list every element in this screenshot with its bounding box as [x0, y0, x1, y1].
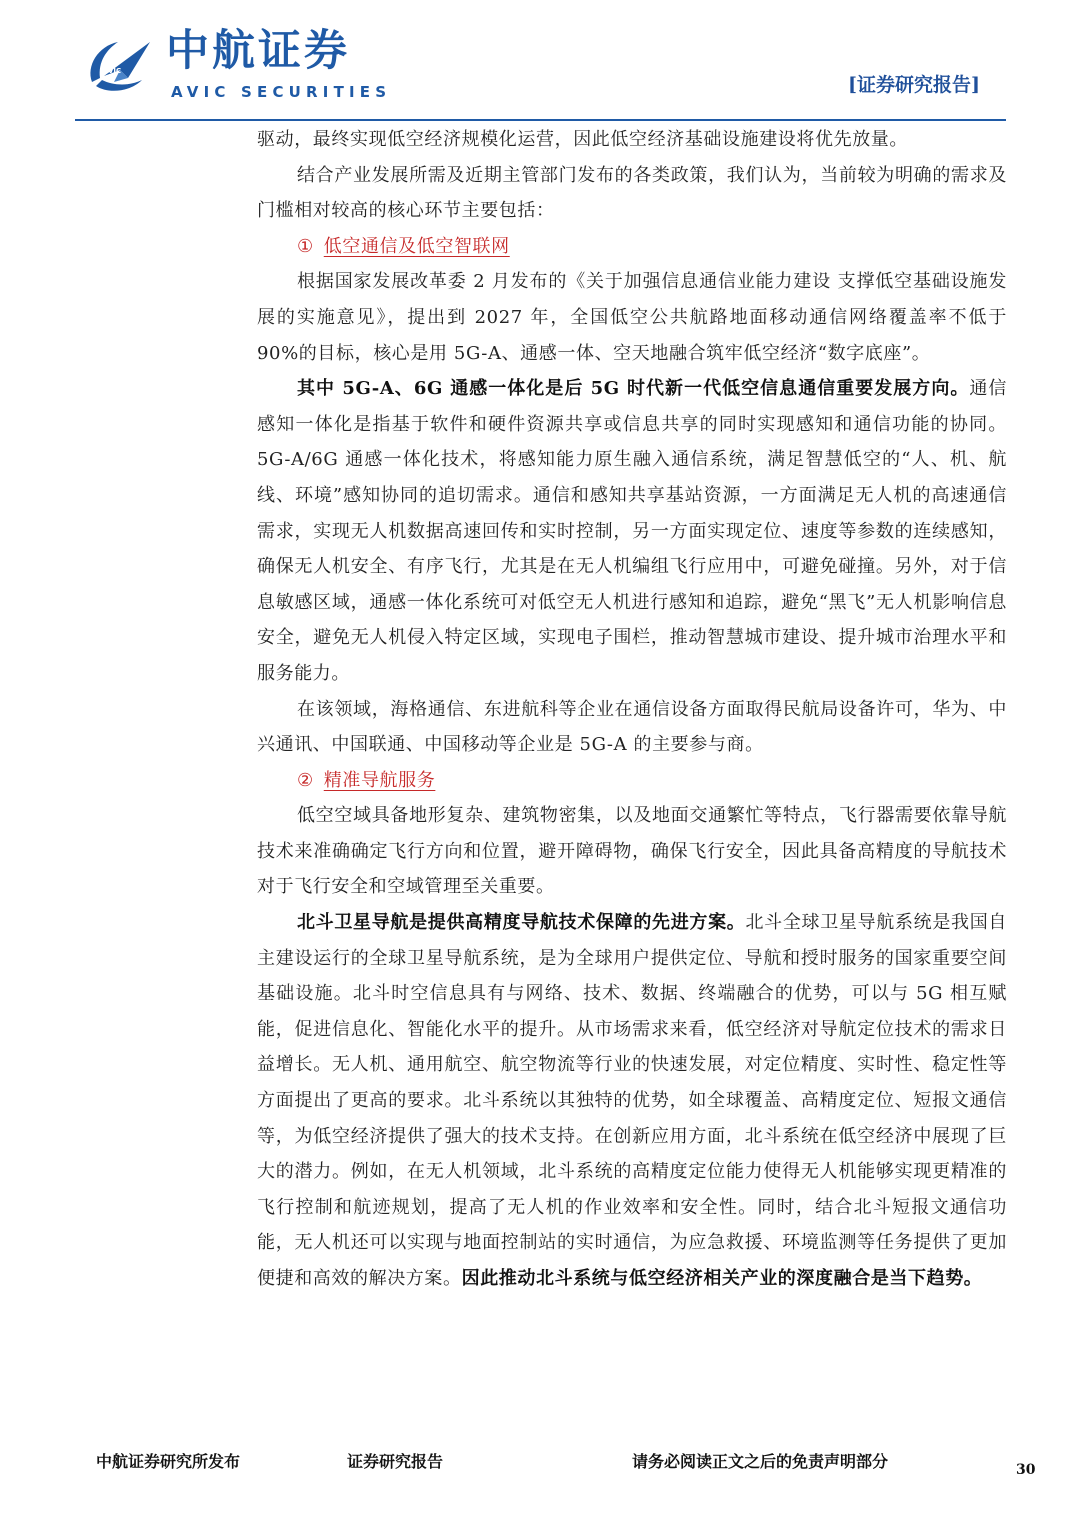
page-footer: [0, 1440, 1080, 1500]
heading-number: ①: [297, 235, 314, 257]
report-tag: [证券研究报告]: [848, 74, 980, 96]
heading-text: 精准导航服务: [323, 769, 436, 791]
footer-disclaimer: 请务必阅读正文之后的免责声明部分: [632, 1452, 889, 1471]
footer-publisher: 中航证券研究所发布: [96, 1452, 241, 1471]
paragraph-4: [257, 371, 1007, 691]
paragraph-7-lead: 北斗卫星导航是提供高精度导航技术保障的先进方案。: [297, 912, 746, 934]
heading-number: ②: [297, 769, 314, 791]
heading-text: 低空通信及低空智联网: [323, 235, 510, 257]
paragraph-7: [257, 905, 1007, 1297]
paragraph-7-body: 北斗全球卫星导航系统是我国自主建设运行的全球卫星导航系统，是为全球用户提供定位、导航和授时服务的国家重要空间基础设施。北斗时空信息具有与网络、技术、数据、终端融合的优势，可以与 5G 相互赋能，促进信息化、智能化水平的提升。从市场需求来看，低空经济对导航定位技术的需求日益增长。无人机、通用航空、航空物流等行业的快速发展，对定位精度、实时性、稳定性等方面提出了更高的要求。北斗系统以其独特的优势，如全球覆盖、高精度定位、短报文通信等，为低空经济提供了强大的技术支持。在创新应用方面，北斗系统在低空经济中展现了巨大的潜力。例如，在无人机领域，北斗系统的高精度定位能力使得无人机能够实现更精准的飞行控制和航迹规划，提高了无人机的作业效率和安全性。同时，结合北斗短报文通信功能，无人机还可以实现与地面控制站的实时通信，为应急救援、环境监测等任务提供了更加便捷和高效的解决方案。: [257, 912, 1007, 1289]
logo-chinese: 中航证券: [166, 26, 350, 76]
section-heading-1: [257, 229, 1007, 265]
paragraph-1: 驱动，最终实现低空经济规模化运营，因此低空经济基础设施建设将优先放量。: [257, 129, 908, 150]
header-divider: [75, 119, 1006, 121]
paragraph-4-body: 通信感知一体化是指基于软件和硬件资源共享或信息共享的同时实现感知和通信功能的协同。5G-A/6G 通感一体化技术，将感知能力原生融入通信系统，满足智慧低空的“人、机、航线、环境”感知协同的追切需求。通信和感知共享基站资源，一方面满足无人机的高速通信需求，实现无人机数据高速回传和实时控制，另一方面实现定位、速度等参数的连续感知，确保无人机安全、有序飞行，尤其是在无人机编组飞行应用中，可避免碰撞。另外，对于信息敏感区域，通感一体化系统可对低空无人机进行感知和追踪，避免“黑飞”无人机影响信息安全，避免无人机侵入特定区域，实现电子围栏，推动智慧城市建设、提升城市治理水平和服务能力。: [257, 378, 1007, 684]
page-number: 30: [1016, 1462, 1036, 1478]
paragraph-2: 结合产业发展所需及近期主管部门发布的各类政策，我们认为，当前较为明确的需求及门槛相对较高的核心环节主要包括：: [257, 164, 1007, 222]
logo-english: AVIC SECURITIES: [171, 83, 392, 101]
paragraph-6: 低空空域具备地形复杂、建筑物密集，以及地面交通繁忙等特点，飞行器需要依靠导航技术来准确确定飞行方向和位置，避开障碍物，确保飞行安全，因此具备高精度的导航技术对于飞行安全和空域管理至关重要。: [257, 805, 1007, 898]
footer-report-type: 证券研究报告: [347, 1452, 444, 1471]
page-header: [0, 0, 1080, 122]
paragraph-4-lead: 其中 5G-A、6G 通感一体化是后 5G 时代新一代低空信息通信重要发展方向。: [297, 378, 970, 400]
section-heading-2: [257, 763, 1007, 799]
paragraph-3: 根据国家发展改革委 2 月发布的《关于加强信息通信业能力建设 支撑低空基础设施发展的实施意见》，提出到 2027 年，全国低空公共航路地面移动通信网络覆盖率不低于 90%的目标，核心是用 5G-A、通感一体、空天地融合筑牢低空经济“数字底座”。: [257, 271, 1007, 364]
paragraph-7-conclusion: 因此推动北斗系统与低空经济相关产业的深度融合是当下趋势。: [461, 1268, 983, 1289]
paragraph-5: 在该领域，海格通信、东进航科等企业在通信设备方面取得民航局设备许可，华为、中兴通讯、中国联通、中国移动等企业是 5G-A 的主要参与商。: [257, 698, 1007, 756]
report-body: [257, 122, 1007, 1297]
avic-logo-icon: [84, 36, 154, 98]
logo-badge: AVIC: [103, 67, 122, 75]
